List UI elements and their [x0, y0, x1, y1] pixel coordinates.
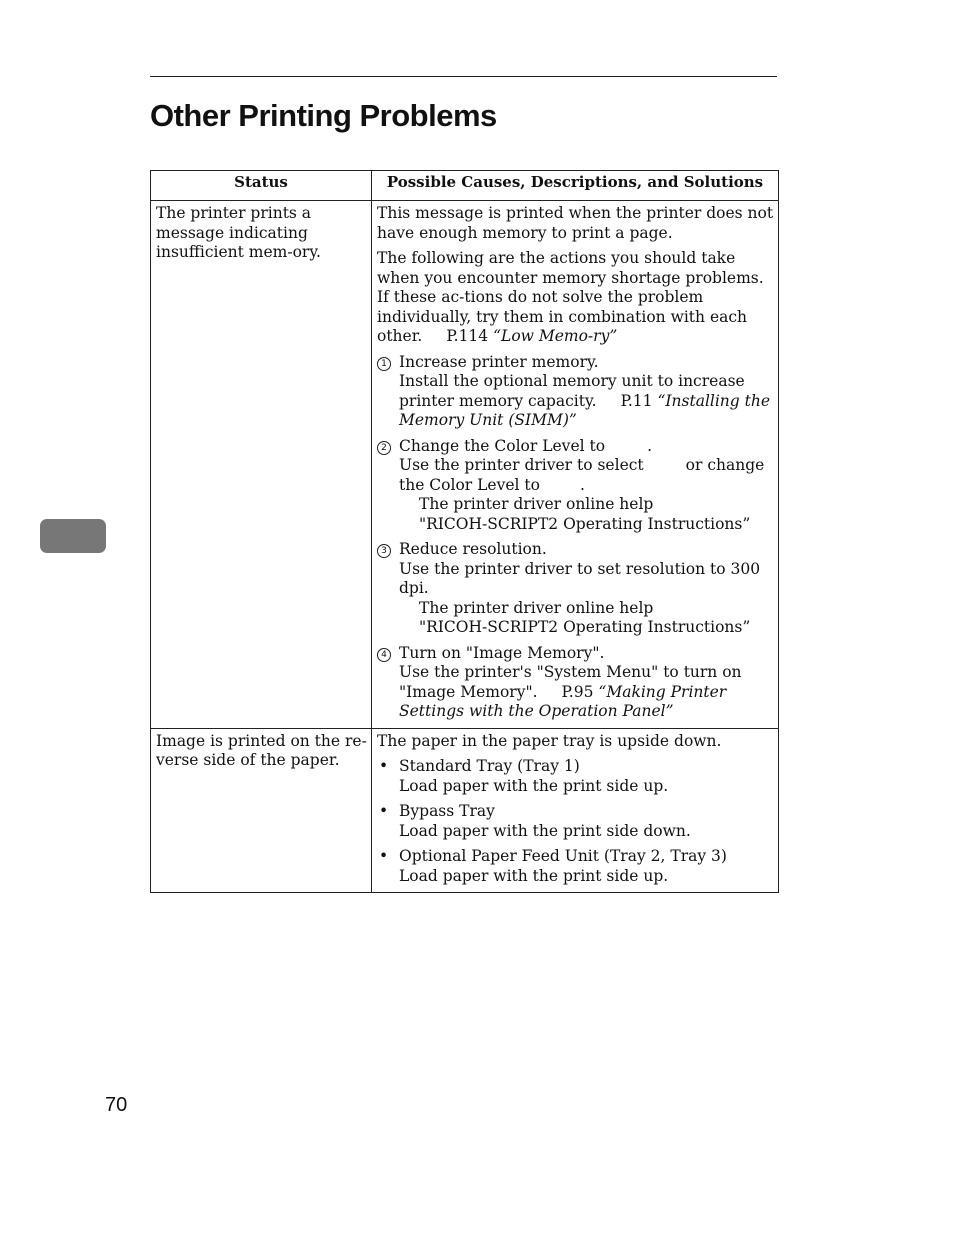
description-text: This message is printed when the printer does not have enough memory to print a page. — [377, 204, 774, 242]
step-description: Install the optional memory unit to increase printer memory capacity. — [399, 372, 745, 410]
description-text: The following are the actions you should take when you encounter memory shortage problems. If these ac-tions do not solve the problem individually, try them in combination with each other. P.114 “Low Memo-ry” — [377, 249, 764, 345]
status-cell: The printer prints a message indicating insufficient mem-ory. — [151, 201, 372, 729]
solution-cell — [372, 728, 779, 893]
reference-title: “Low Memo-ry” — [493, 327, 618, 345]
help-reference: The printer driver online help — [419, 598, 654, 617]
step-description: Use the printer driver to set resolution to 300 dpi. — [399, 559, 761, 597]
step-number: 2 — [377, 441, 391, 455]
tray-name: Standard Tray (Tray 1) — [399, 757, 580, 775]
bullet-icon: • — [379, 847, 389, 865]
table-row — [151, 728, 779, 893]
step-title: Reduce resolution. — [399, 540, 547, 558]
help-reference: The printer driver online help — [419, 495, 654, 513]
step-description: Use the printer's "System Menu" to turn on "Image Memory". — [399, 663, 742, 701]
bullet-icon: • — [379, 802, 389, 820]
table-row — [151, 201, 779, 729]
step-title: Change the Color Level to — [399, 436, 606, 455]
tray-instruction: Load paper with the print side up. — [399, 866, 669, 885]
problems-table — [150, 170, 779, 893]
table-header-row — [151, 171, 779, 201]
list-item — [377, 802, 774, 841]
tray-instruction: Load paper with the print side up. — [399, 776, 669, 795]
solution-step — [377, 644, 774, 722]
page-reference: P.114 — [446, 327, 489, 345]
tray-instruction: Load paper with the print side down. — [399, 821, 691, 840]
description-text: The paper in the paper tray is upside down. — [377, 731, 722, 750]
solution-cell — [372, 201, 779, 729]
step-number: 1 — [377, 357, 391, 371]
step-description: Use the printer driver to select — [399, 456, 644, 474]
page-number: 70 — [105, 1094, 128, 1116]
reference-title: “Making Printer Settings with the Operation Panel” — [399, 682, 727, 720]
chapter-tab — [40, 519, 106, 553]
bullet-icon: • — [379, 757, 389, 775]
step-title: Turn on "Image Memory". — [399, 643, 605, 662]
tray-name: Optional Paper Feed Unit (Tray 2, Tray 3) — [399, 847, 727, 865]
step-number: 3 — [377, 544, 391, 558]
solution-step — [377, 353, 774, 431]
tray-name: Bypass Tray — [399, 802, 495, 820]
solution-step: 2 Change the Color Level to . Use the printer driver to select or change the Color Level to . The printer driver online help "RICOH-SCRIPT2 Operating Instructions” — [377, 437, 774, 535]
help-reference: "RICOH-SCRIPT2 Operating Instructions” — [419, 618, 751, 636]
page-title: Other Printing Problems — [150, 98, 497, 133]
list-item — [377, 757, 774, 796]
reference-title: “Installing the Memory Unit (SIMM)” — [399, 391, 771, 429]
page-reference: P.95 — [561, 682, 594, 701]
header-rule — [150, 76, 777, 77]
step-number: 4 — [377, 648, 391, 662]
header-status: Status — [151, 171, 372, 201]
status-cell: Image is printed on the re-verse side of the paper. — [151, 728, 372, 893]
list-item — [377, 847, 774, 886]
solution-step — [377, 540, 774, 638]
header-causes: Possible Causes, Descriptions, and Solutions — [372, 171, 779, 201]
page-reference: P.11 — [620, 391, 653, 410]
help-reference: "RICOH-SCRIPT2 Operating Instructions” — [419, 514, 751, 533]
step-title: Increase printer memory. — [399, 352, 599, 371]
